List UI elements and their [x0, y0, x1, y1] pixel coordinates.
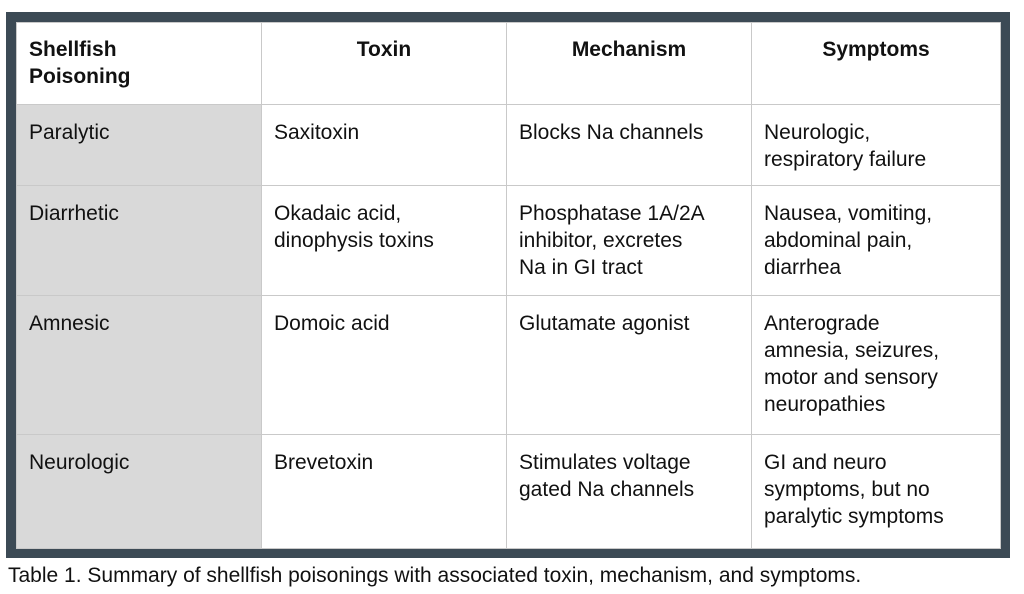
- row-amnesic-symptoms: Anterograde amnesia, seizures, motor and sensory neuropathies: [752, 296, 1001, 435]
- row-diarrhetic-toxin: Okadaic acid, dinophysis toxins: [262, 186, 507, 296]
- row-neurologic-mechanism: Stimulates voltage gated Na channels: [507, 435, 752, 549]
- row-neurologic-toxin: Brevetoxin: [262, 435, 507, 549]
- row-amnesic-mechanism: Glutamate agonist: [507, 296, 752, 435]
- header-shellfish-poisoning: Shellfish Poisoning: [17, 23, 262, 105]
- table-caption: Table 1. Summary of shellfish poisonings with associated toxin, mechanism, and symptoms.: [8, 564, 862, 587]
- shellfish-poisoning-table: [16, 22, 1001, 549]
- row-neurologic-symptoms: GI and neuro symptoms, but no paralytic symptoms: [752, 435, 1001, 549]
- row-neurologic-type: Neurologic: [17, 435, 262, 549]
- header-toxin: Toxin: [262, 23, 507, 105]
- table-row: [17, 296, 1001, 435]
- row-paralytic-symptoms: Neurologic, respiratory failure: [752, 105, 1001, 186]
- row-diarrhetic-type: Diarrhetic: [17, 186, 262, 296]
- table-frame: [6, 12, 1010, 558]
- header-mechanism: Mechanism: [507, 23, 752, 105]
- row-paralytic-mechanism: Blocks Na channels: [507, 105, 752, 186]
- row-amnesic-type: Amnesic: [17, 296, 262, 435]
- table-row: [17, 105, 1001, 186]
- table-row: [17, 186, 1001, 296]
- row-paralytic-toxin: Saxitoxin: [262, 105, 507, 186]
- table-row: [17, 435, 1001, 549]
- row-paralytic-type: Paralytic: [17, 105, 262, 186]
- header-row: [17, 23, 1001, 105]
- header-symptoms: Symptoms: [752, 23, 1001, 105]
- row-diarrhetic-symptoms: Nausea, vomiting, abdominal pain, diarrhea: [752, 186, 1001, 296]
- row-diarrhetic-mechanism: Phosphatase 1A/2A inhibitor, excretes Na in GI tract: [507, 186, 752, 296]
- row-amnesic-toxin: Domoic acid: [262, 296, 507, 435]
